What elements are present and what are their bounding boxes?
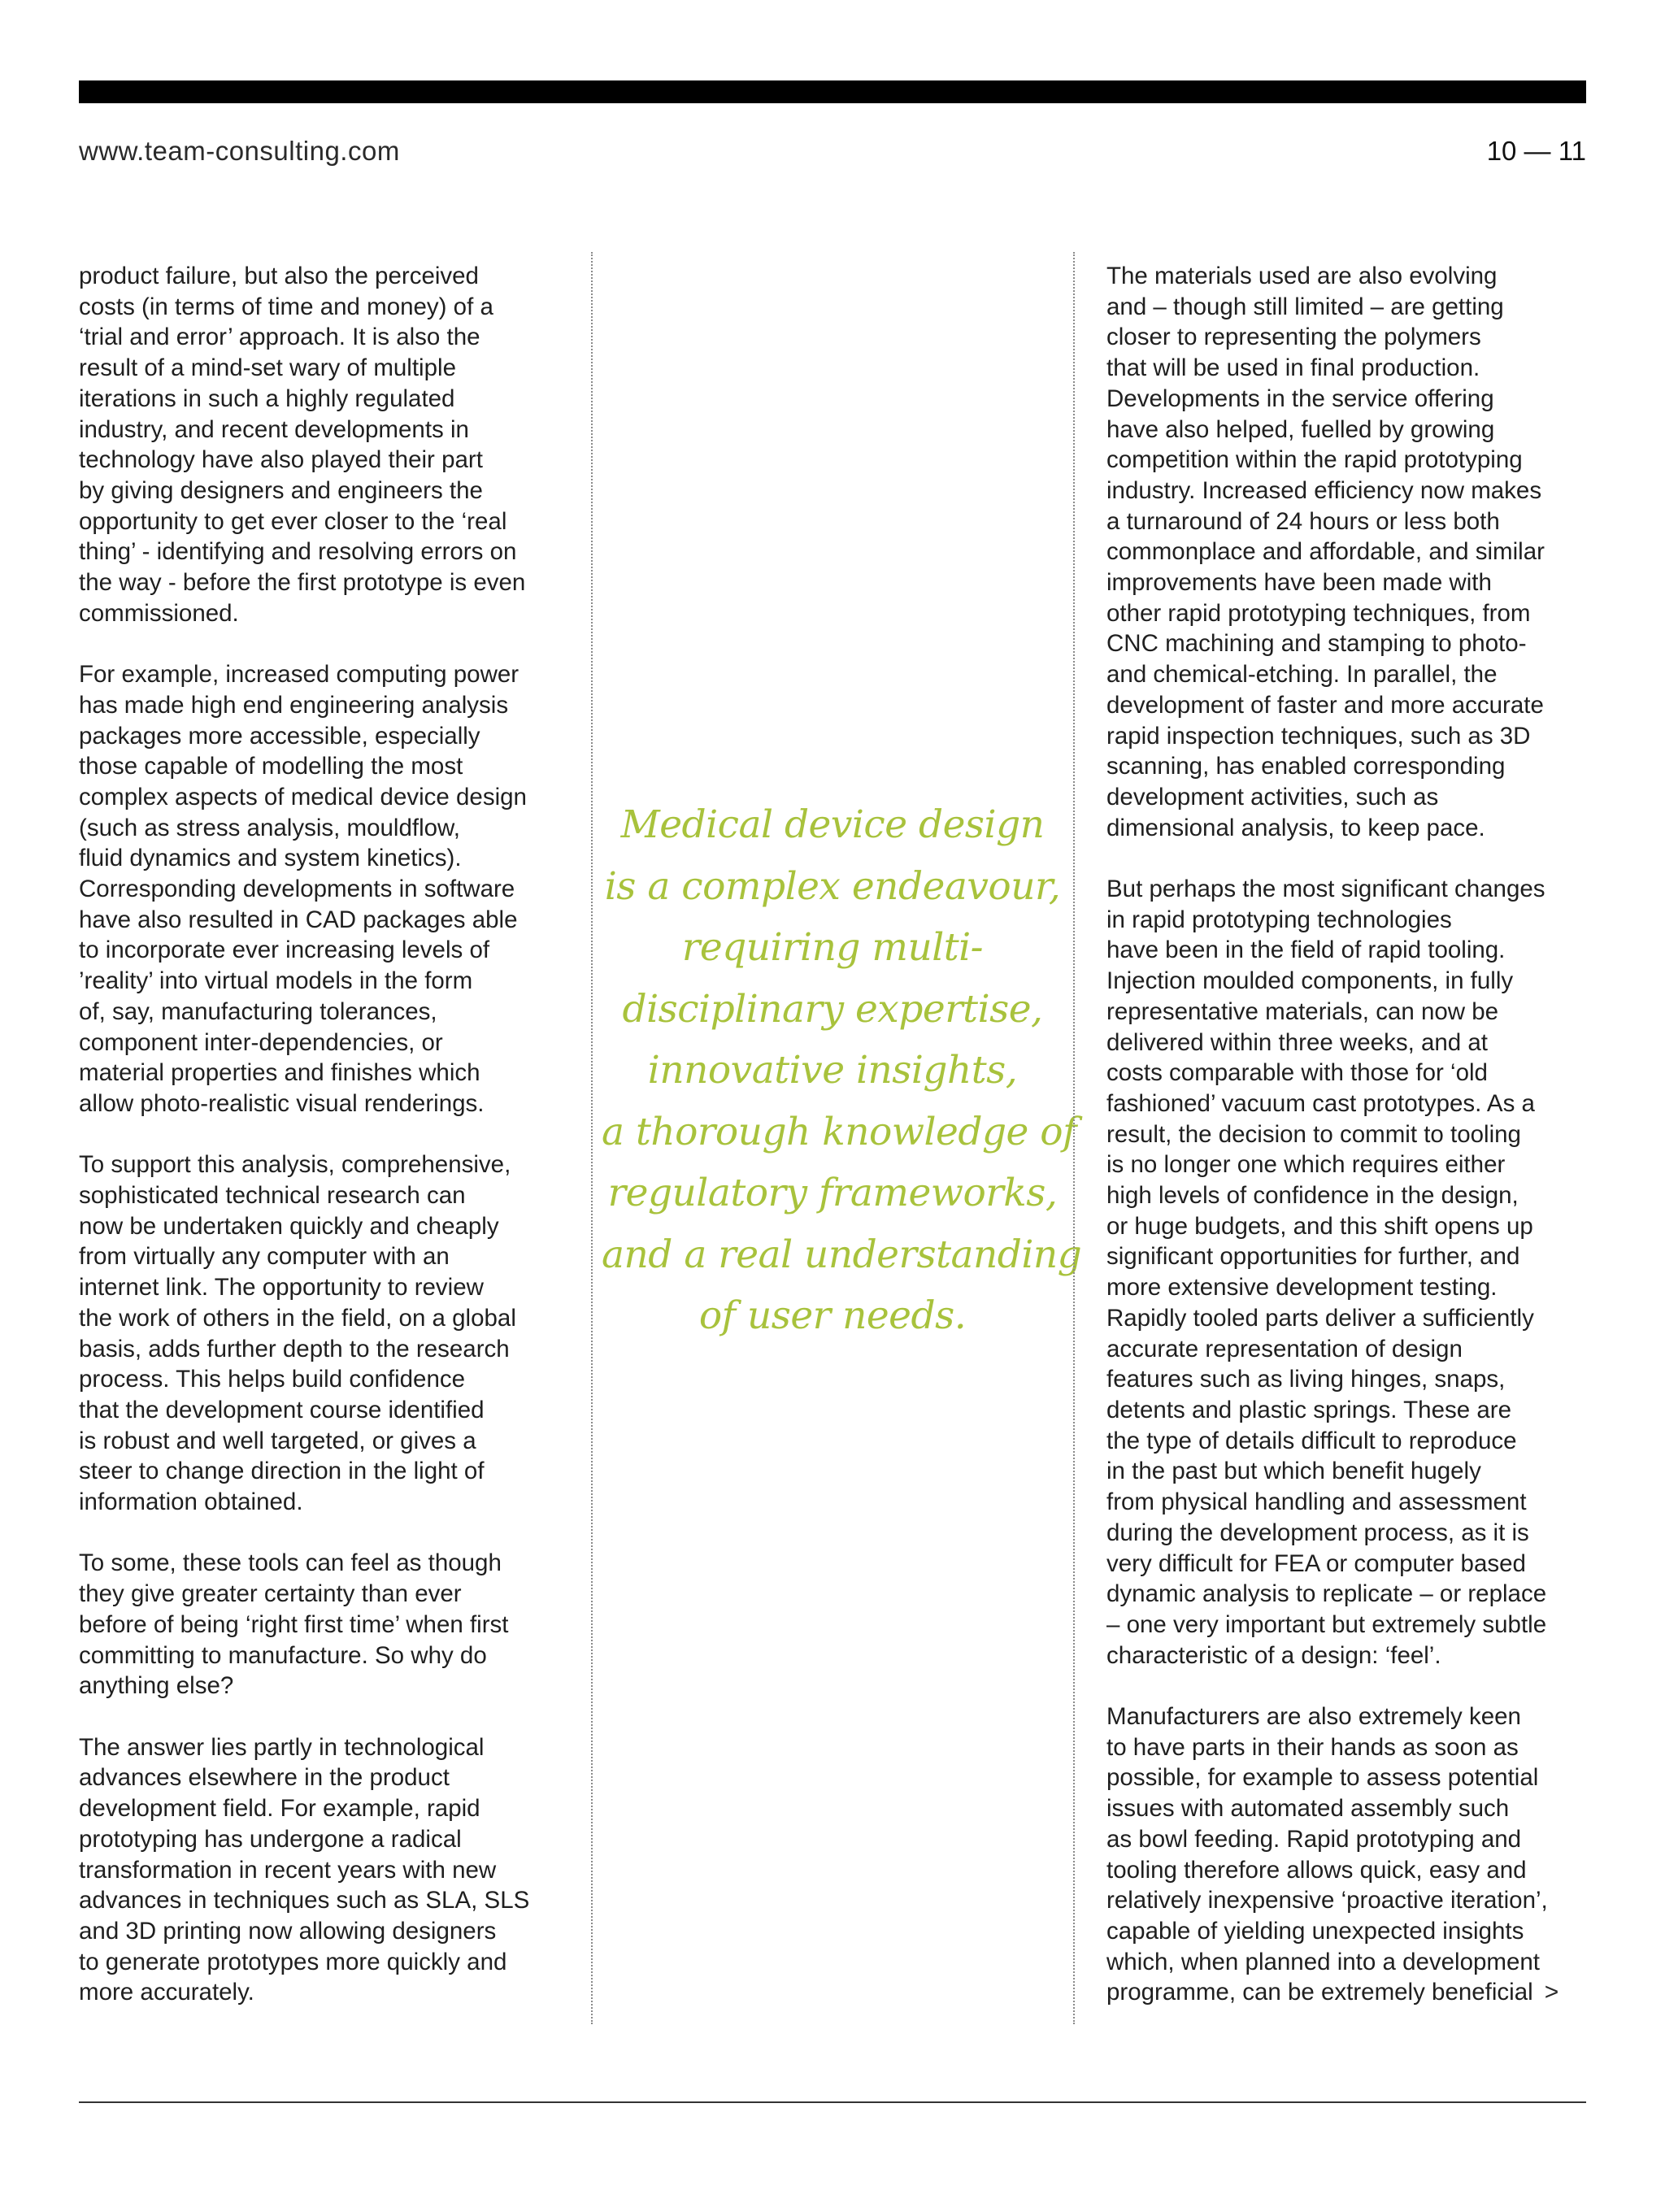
text-line: possible, for example to assess potential bbox=[1106, 1764, 1539, 1792]
text-line: rapid inspection techniques, such as 3D bbox=[1106, 722, 1531, 750]
text-line: complex aspects of medical device design bbox=[79, 783, 527, 810]
text-line: the way - before the first prototype is even bbox=[79, 569, 526, 597]
text-line: other rapid prototyping techniques, from bbox=[1106, 599, 1531, 627]
text-line: The materials used are also evolving bbox=[1106, 263, 1498, 289]
text-line: as bowl feeding. Rapid prototyping and bbox=[1106, 1825, 1522, 1853]
text-line: have also resulted in CAD packages able bbox=[79, 906, 518, 933]
text-line: and – though still limited – are getting bbox=[1106, 293, 1504, 320]
text-line: iterations in such a highly regulated bbox=[79, 385, 455, 412]
text-line: characteristic of a design: ‘feel’. bbox=[1106, 1641, 1441, 1669]
text-line: technology have also played their part bbox=[79, 446, 483, 474]
text-line: Rapidly tooled parts deliver a sufficiently bbox=[1106, 1304, 1534, 1332]
text-line: basis, adds further depth to the research bbox=[79, 1335, 510, 1362]
text-line: have also helped, fuelled by growing bbox=[1106, 415, 1495, 443]
text-line: features such as living hinges, snaps, bbox=[1106, 1366, 1506, 1393]
text-line: a turnaround of 24 hours or less both bbox=[1106, 507, 1500, 535]
text-line: before of being ‘right first time’ when first bbox=[79, 1610, 509, 1638]
text-line: process. This helps build confidence bbox=[79, 1366, 466, 1393]
text-line: allow photo-realistic visual renderings. bbox=[79, 1089, 485, 1117]
text-line: have been in the field of rapid tooling. bbox=[1106, 937, 1506, 964]
text-line: by giving designers and engineers the bbox=[79, 476, 483, 504]
pull-quote-line: regulatory frameworks, bbox=[607, 1171, 1058, 1215]
page-numbers: 10 — 11 bbox=[1486, 136, 1586, 166]
text-line: To support this analysis, comprehensive, bbox=[79, 1151, 511, 1179]
text-line: very difficult for FEA or computer based bbox=[1106, 1549, 1526, 1577]
text-line: (such as stress analysis, mouldflow, bbox=[79, 814, 460, 841]
text-line: component inter-dependencies, or bbox=[79, 1028, 443, 1056]
text-line: advances elsewhere in the product bbox=[79, 1764, 450, 1792]
text-line: of, say, manufacturing tolerances, bbox=[79, 997, 437, 1025]
text-line: is robust and well targeted, or gives a bbox=[79, 1427, 476, 1454]
text-line: steer to change direction in the light of bbox=[79, 1458, 485, 1485]
continue-arrow-icon: > bbox=[1544, 1979, 1559, 2006]
text-line: capable of yielding unexpected insights bbox=[1106, 1917, 1524, 1945]
text-line: scanning, has enabled corresponding bbox=[1106, 753, 1506, 780]
site-url: www.team-consulting.com bbox=[79, 136, 400, 166]
text-line: product failure, but also the perceived bbox=[79, 263, 479, 289]
paragraph bbox=[79, 1732, 567, 2008]
text-line: To some, these tools can feel as though bbox=[79, 1549, 502, 1577]
text-line: which, when planned into a development bbox=[1106, 1948, 1541, 1975]
pull-quote bbox=[602, 794, 1082, 1347]
text-line: packages more accessible, especially bbox=[79, 722, 480, 750]
text-line: ‘trial and error’ approach. It is also the bbox=[79, 324, 480, 351]
text-line: costs comparable with those for ‘old bbox=[1106, 1059, 1488, 1087]
text-line: detents and plastic springs. These are bbox=[1106, 1397, 1511, 1423]
text-line: in the past but which benefit hugely bbox=[1106, 1458, 1481, 1485]
text-line: transformation in recent years with new bbox=[79, 1856, 497, 1884]
text-line: result, the decision to commit to tooling bbox=[1106, 1120, 1521, 1148]
text-line: committing to manufacture. So why do bbox=[79, 1641, 487, 1669]
text-line: the work of others in the field, on a global bbox=[79, 1304, 516, 1332]
text-line: CNC machining and stamping to photo- bbox=[1106, 630, 1527, 658]
text-line: more accurately. bbox=[79, 1979, 254, 2006]
paragraph bbox=[1106, 1701, 1594, 2008]
text-line: industry, and recent developments in bbox=[79, 415, 469, 443]
text-line: high levels of confidence in the design, bbox=[1106, 1182, 1519, 1210]
text-line: dynamic analysis to replicate – or replace bbox=[1106, 1580, 1547, 1608]
pull-quote-line: and a real understanding bbox=[602, 1232, 1082, 1277]
text-line: in rapid prototyping technologies bbox=[1106, 906, 1452, 933]
text-line: from physical handling and assessment bbox=[1106, 1488, 1527, 1516]
text-line: has made high end engineering analysis bbox=[79, 691, 509, 719]
text-line: fluid dynamics and system kinetics). bbox=[79, 845, 462, 872]
text-line: or huge budgets, and this shift opens up bbox=[1106, 1212, 1533, 1240]
pull-quote-line: requiring multi- bbox=[681, 925, 984, 970]
pull-quote-line: innovative insights, bbox=[647, 1048, 1018, 1093]
column-divider-right bbox=[1073, 252, 1075, 2024]
text-line: For example, increased computing power bbox=[79, 661, 519, 689]
text-line: and 3D printing now allowing designers bbox=[79, 1917, 497, 1945]
text-line: result of a mind-set wary of multiple bbox=[79, 354, 456, 382]
text-line: that the development course identified bbox=[79, 1396, 485, 1423]
text-line: Corresponding developments in software bbox=[79, 876, 515, 903]
text-line: Injection moulded components, in fully bbox=[1106, 967, 1514, 995]
text-line: material properties and finishes which bbox=[79, 1059, 480, 1087]
text-line: development activities, such as bbox=[1106, 783, 1439, 810]
text-line: they give greater certainty than ever bbox=[79, 1580, 462, 1608]
text-line: But perhaps the most significant changes bbox=[1106, 876, 1545, 903]
text-line: development field. For example, rapid bbox=[79, 1795, 480, 1823]
text-line: from virtually any computer with an bbox=[79, 1243, 450, 1271]
text-line: tooling therefore allows quick, easy and bbox=[1106, 1856, 1527, 1884]
paragraph bbox=[1106, 261, 1594, 843]
text-line: is no longer one which requires either bbox=[1106, 1151, 1506, 1179]
text-line: dimensional analysis, to keep pace. bbox=[1106, 814, 1485, 841]
pull-quote-line: Medical device design bbox=[620, 802, 1045, 847]
footer-rule bbox=[79, 2101, 1586, 2103]
text-line: accurate representation of design bbox=[1106, 1335, 1463, 1362]
text-line: sophisticated technical research can bbox=[79, 1182, 466, 1210]
text-line: opportunity to get ever closer to the ‘real bbox=[79, 507, 507, 535]
text-line: anything else? bbox=[79, 1672, 234, 1700]
text-line: industry. Increased efficiency now makes bbox=[1106, 476, 1542, 504]
text-line: representative materials, can now be bbox=[1106, 997, 1499, 1025]
paragraph bbox=[79, 1548, 567, 1701]
pull-quote-line: a thorough knowledge of bbox=[602, 1109, 1076, 1154]
text-line: improvements have been made with bbox=[1106, 569, 1492, 597]
text-line: Developments in the service offering bbox=[1106, 385, 1494, 412]
text-line: costs (in terms of time and money) of a bbox=[79, 293, 493, 320]
text-line-with-arrow bbox=[1106, 1977, 1594, 2008]
text-line: that will be used in final production. bbox=[1106, 354, 1480, 382]
pull-quote-line: is a complex endeavour, bbox=[604, 863, 1061, 909]
text-line: – one very important but extremely subtle bbox=[1106, 1610, 1547, 1638]
paragraph bbox=[79, 659, 567, 1119]
text-line: to have parts in their hands as soon as bbox=[1106, 1733, 1519, 1761]
right-column bbox=[1106, 261, 1594, 2008]
text-line: the type of details difficult to reproduce bbox=[1106, 1427, 1517, 1454]
text-line: prototyping has undergone a radical bbox=[79, 1825, 462, 1853]
paragraph bbox=[1106, 874, 1594, 1671]
text-line: delivered within three weeks, and at bbox=[1106, 1028, 1488, 1056]
pull-quote-line: disciplinary expertise, bbox=[622, 986, 1043, 1032]
column-divider-left bbox=[591, 252, 593, 2024]
text-line: now be undertaken quickly and cheaply bbox=[79, 1212, 499, 1240]
text-line: significant opportunities for further, and bbox=[1106, 1243, 1520, 1271]
text-line: thing’ - identifying and resolving errors on bbox=[79, 538, 517, 566]
pull-quote-line: of user needs. bbox=[698, 1293, 967, 1338]
text-line: commissioned. bbox=[79, 599, 239, 627]
text-line: ’reality’ into virtual models in the form bbox=[79, 967, 473, 995]
text-line: issues with automated assembly such bbox=[1106, 1795, 1510, 1823]
text-line: The answer lies partly in technological bbox=[79, 1733, 485, 1761]
text-line: internet link. The opportunity to review bbox=[79, 1274, 484, 1302]
text-line: commonplace and affordable, and similar bbox=[1106, 538, 1545, 566]
paragraph bbox=[79, 1149, 567, 1517]
text-line: to generate prototypes more quickly and bbox=[79, 1948, 507, 1975]
text-line: programme, can be extremely beneficial bbox=[1106, 1979, 1533, 2006]
text-line: during the development process, as it is bbox=[1106, 1519, 1529, 1546]
text-line: advances in techniques such as SLA, SLS bbox=[79, 1887, 530, 1914]
left-column bbox=[79, 261, 567, 2008]
text-line: those capable of modelling the most bbox=[79, 753, 463, 780]
text-line: and chemical-etching. In parallel, the bbox=[1106, 661, 1498, 689]
text-line: more extensive development testing. bbox=[1106, 1274, 1498, 1302]
text-line: development of faster and more accurate bbox=[1106, 691, 1544, 719]
header-bar bbox=[79, 80, 1586, 103]
text-line: Manufacturers are also extremely keen bbox=[1106, 1703, 1521, 1731]
text-line: to incorporate ever increasing levels of bbox=[79, 937, 490, 964]
text-line: relatively inexpensive ‘proactive iteration’, bbox=[1106, 1887, 1548, 1914]
text-line: competition within the rapid prototyping bbox=[1106, 446, 1523, 474]
paragraph bbox=[79, 261, 567, 628]
text-line: information obtained. bbox=[79, 1488, 303, 1516]
text-line: closer to representing the polymers bbox=[1106, 324, 1481, 351]
text-line: fashioned’ vacuum cast prototypes. As a bbox=[1106, 1089, 1535, 1117]
